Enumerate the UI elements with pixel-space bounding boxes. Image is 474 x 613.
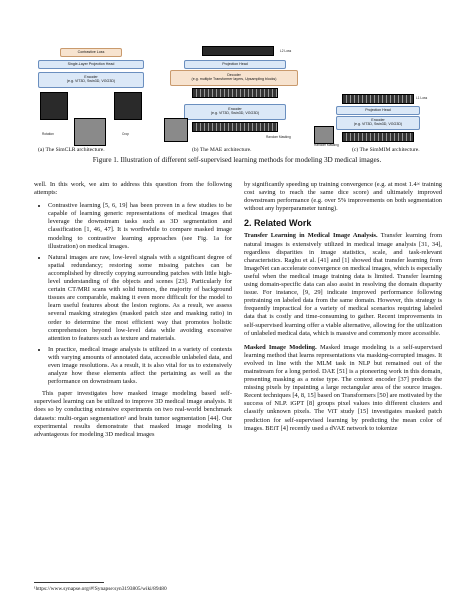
panel-mae (162, 44, 302, 152)
encoder-sublabel: (e.g. ViT3D, Swin3D, VGG3D) (353, 122, 403, 126)
bullet-contrastive: • Contrastive learning [5, 6, 19] has been proven in a few studies to be capable of learning generic representations of medical images that leverage the downstream tasks such as 3D segmentation and classification [1, 46, 47]. It is worthwhile to compare masked image modeling to contrastive learning approaches (see Fig. 1a for illustration) on medical images. (48, 202, 232, 251)
encoder-label: Encoder (371, 118, 385, 123)
input-image (164, 118, 188, 142)
rotation-label: Rotation (42, 132, 54, 136)
transfer-learning-heading: Transfer Learning in Medical Image Analysis. (244, 232, 378, 240)
decoder-label: Decoder (227, 73, 241, 78)
augmented-image-2 (114, 92, 142, 120)
masked-patches (342, 132, 414, 142)
panel-simmim (312, 44, 442, 152)
encoder-label: Encoder (228, 107, 242, 112)
encoder-box (38, 72, 144, 88)
encoder-label: Encoder (84, 75, 98, 80)
intro-text: well. In this work, we aim to address this question from the following attempts: (34, 181, 232, 197)
decoder-box (170, 70, 298, 86)
input-image (314, 126, 334, 144)
mim-text: Masked image modeling is a self-supervised learning method that learns representations via masking-corrupted images. It evolved in line with the MLM task in NLP but remained out of the mainstream for a long period. DAE [51] is a pioneering work in this domain, presenting masking as a noise type. The context encoder [37] predicts the missing pixels by inpainting a large rectangular area of the source images. Recent techniques [4, 8, 15] based on Transformers [50] are motivated by the success of NLP. iGPT [8] groups pixel values into different clusters and classify unknown pixels. The ViT study [15] investigates masked patch prediction for self-supervised learning by predicting the mean color of images. BEiT [4] recently used a dVAE network to tokenize (244, 343, 442, 432)
contrastive-loss-box: Contrastive Loss (60, 48, 122, 57)
random-masking-label: Random Masking (314, 143, 339, 147)
mim-paragraph (244, 344, 442, 433)
attempts-list (34, 202, 232, 386)
transfer-learning-text: Transfer learning from natural images is extensively utilized in medical image analysis [31, 34], regardless disparities in image statistics, scale, and task-relevant characteristics. Raghu et al. [41] and [1] showed that transfer learning from ImageNet can accelerate convergence on medical images, which is especially useful when the medical image training data is limited. Transfer learning using domain-specific data can also assist in resolving the domain disparity issue. For instance, [9, 29] indicate improved performance following pretraining on labeled data from the same domain. However, this strategy is frequently impractical for a variety of medical scenarios requiring labeled data that is costly and time-consuming to gather. Recent improvements in self-supervised learning offer a viable alternative, allowing for the utilization of unlabeled medical data, which is massive and commonly more accessible. (244, 232, 442, 337)
figure-caption: Figure 1. Illustration of different self-supervised learning methods for modeling 3D medical images. (92, 156, 382, 164)
figure-1 (34, 44, 442, 164)
encoder-box (336, 116, 420, 130)
panel-b-caption: (b) The MAE architecture. (192, 147, 252, 153)
closing-paragraph: This paper investigates how masked image modeling based self-supervised learning can be utilized to improve 3D medical image analysis. It does so by conducting extensive experiments on two real-world benchmark datasets: multi-organ segmentation¹ and brain tumor segmentation [44]. Our experimental results demonstrate that masked image modeling is advantageous for modeling 3D medical images (34, 390, 232, 438)
augmented-image-1 (40, 92, 68, 120)
bullet-natural-images: • Natural images are raw, low-level signals with a significant degree of spatial redundancy; restoring some missing patches can be accomplished by directly copying surrounding patches with little high-level understanding of the objects and scenes [23]. Particularly for certain CT/MRI scans with solid tumors, the majority of background tissues are comparable, making it even more difficult for the model to learn useful features about the lesion regions. As a result, we assess several masking strategies (masked patch size and masking ratio) in order to determine the most efficient way that promotes holistic comprehension beyond low-level data while avoiding excessive attention to features such as texture and materials. (48, 254, 232, 343)
panel-a-caption: (a) The SimCLR architecture. (38, 147, 105, 153)
transfer-learning-paragraph (244, 232, 442, 337)
encoder-box (184, 104, 286, 120)
reconstruction-strip (202, 46, 274, 56)
projection-head-box: Projection Head (336, 106, 420, 115)
projection-head-box: Single-Layer Projection Head (38, 60, 144, 69)
panel-c-caption: (c) The SimMIM architecture. (352, 147, 420, 153)
footnote: ¹https://www.synapse.org/#!Synapse:syn3193805/wiki/89480 (34, 586, 167, 592)
l1-loss-label: L1 Loss (416, 96, 428, 100)
latent-tokens (192, 88, 278, 98)
right-column (244, 181, 442, 433)
l2-loss-label: L2 Loss (280, 49, 292, 53)
panel-simclr (34, 44, 152, 152)
encoder-sublabel: (e.g. ViT3D, Swin3D, VGG3D) (210, 111, 260, 115)
source-image (74, 118, 106, 146)
bullet-practice: • In practice, medical image analysis is utilized in a variety of contexts with varying amounts of annotated data, accessible unlabeled data, and even image resolutions. As a result, it is also vital for us to extensively analyze how these elements affect the pertaining as well as the performance on downstream tasks. (48, 346, 232, 386)
mim-heading: Masked Image Modeling. (244, 343, 317, 351)
masked-patches (192, 122, 278, 132)
prediction-strip (342, 94, 414, 104)
footnote-rule (34, 582, 104, 583)
decoder-sublabel: (e.g. multiple Transformer layers, Upsampling blocks) (191, 77, 277, 81)
left-column (34, 181, 232, 439)
continuation-text: by significantly speeding up training convergence (e.g. at most 1.4× training cost saving to reach the same dice score) and ultimately improved downstream performance (e.g. over 5% improvements on both segmentation without any hyperparameter tuning). (244, 181, 442, 213)
crop-label: Crop (122, 132, 129, 136)
encoder-sublabel: (e.g. ViT3D, Swin3D, VGG3D) (66, 79, 116, 83)
random-masking-label: Random Masking (266, 135, 291, 139)
projection-head-box: Projection Head (184, 60, 286, 69)
section-title: 2. Related Work (244, 218, 312, 229)
